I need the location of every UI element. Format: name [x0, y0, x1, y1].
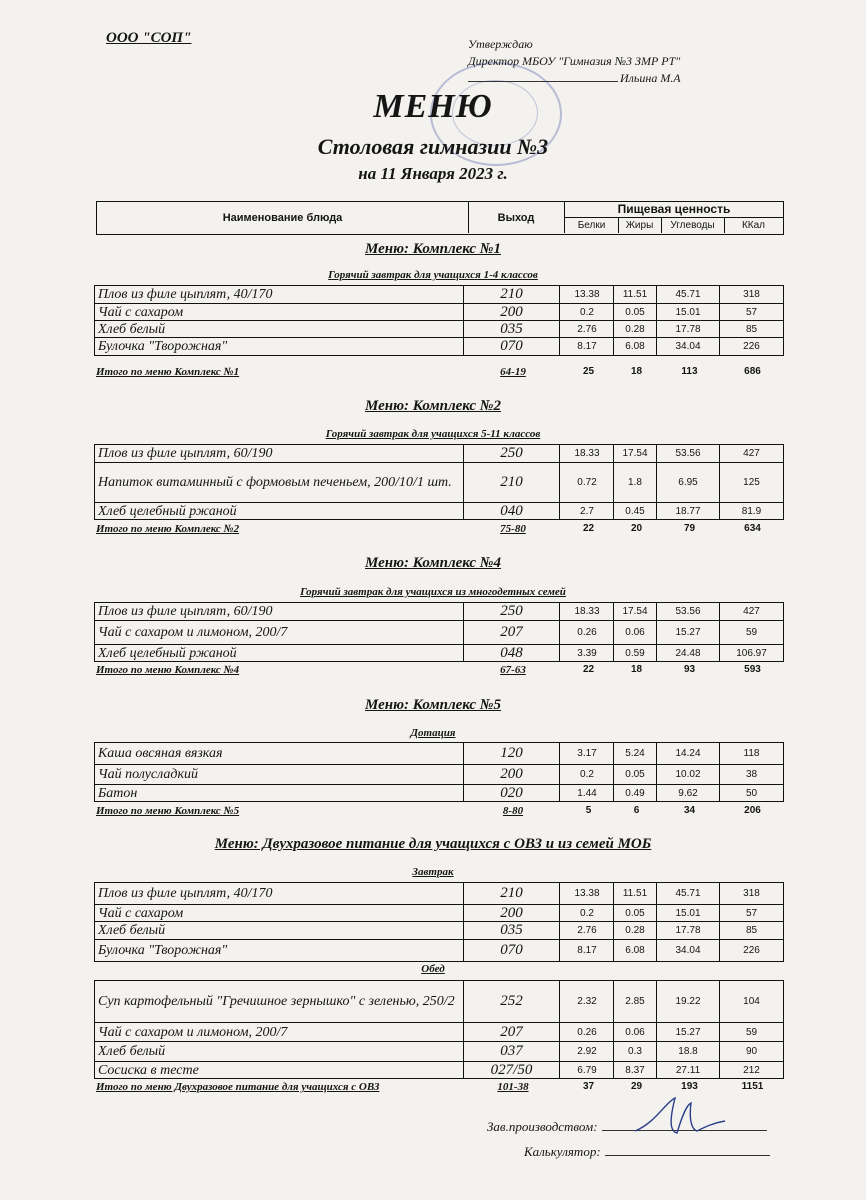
dish-name: Плов из филе цыплят, 60/190	[95, 603, 464, 620]
dish-fats: 1.8	[614, 463, 657, 502]
dish-proteins: 2.32	[561, 981, 614, 1022]
menu-section-title: Меню: Комплекс №4	[365, 555, 501, 571]
total-fats: 20	[630, 523, 643, 534]
dish-kcal: 50	[745, 787, 758, 799]
dish-carbs: 45.71	[657, 286, 720, 303]
dish-kcal: 318	[743, 289, 760, 300]
dish-proteins: 13.38	[561, 286, 614, 303]
dish-output: 070	[464, 338, 560, 355]
table-row	[94, 904, 784, 921]
dish-name: Чай с сахаром	[95, 905, 464, 921]
total-fats: 29	[630, 1081, 643, 1092]
approval-block	[468, 36, 681, 87]
dish-output: 207	[464, 621, 560, 644]
total-fats: 18	[630, 664, 643, 675]
total-label: Итого по меню Комплекс №1	[96, 366, 240, 378]
dish-fats: 8.37	[614, 1062, 657, 1078]
dish-proteins: 3.39	[561, 645, 614, 661]
header-fats: Жиры	[618, 218, 662, 233]
dish-carbs: 14.24	[657, 743, 720, 764]
dish-name: Плов из филе цыплят, 60/190	[95, 445, 464, 462]
dish-proteins: 6.79	[561, 1062, 614, 1078]
dish-fats: 0.59	[614, 645, 657, 661]
meal-group-title: Горячий завтрак для учащихся 1-4 классов	[328, 269, 538, 281]
calculator-label: Калькулятор:	[524, 1144, 601, 1159]
table-row	[94, 784, 784, 802]
meal-group-title: Завтрак	[412, 866, 454, 878]
dish-proteins: 2.7	[561, 503, 614, 519]
table-row	[94, 444, 784, 462]
dish-carbs: 53.56	[657, 445, 720, 462]
total-fats: 18	[630, 366, 643, 377]
dish-name: Чай с сахаром	[95, 304, 464, 320]
dish-name: Сосиска в тесте	[95, 1062, 464, 1078]
dish-name: Суп картофельный "Гречишное зернышко" с зеленью, 250/2	[95, 981, 464, 1022]
dish-fats: 11.51	[614, 286, 657, 303]
dish-fats: 0.05	[614, 304, 657, 320]
calculator-signature-line	[605, 1143, 770, 1156]
dish-output: 048	[464, 645, 560, 661]
dish-kcal: 38	[745, 769, 758, 780]
dish-output: 040	[464, 503, 560, 519]
dish-carbs: 6.95	[657, 463, 720, 502]
dish-fats: 0.28	[614, 321, 657, 337]
dish-output: 035	[464, 321, 560, 337]
dish-kcal: 85	[745, 925, 758, 936]
dish-output: 027/50	[464, 1062, 560, 1078]
total-label: Итого по меню Комплекс №4	[96, 664, 240, 676]
total-proteins: 37	[582, 1081, 595, 1092]
dish-proteins: 0.26	[561, 1023, 614, 1041]
header-proteins: Белки	[565, 218, 619, 233]
dish-kcal: 59	[745, 1026, 758, 1038]
dish-output: 035	[464, 922, 560, 939]
total-carbs: 34	[683, 805, 696, 816]
table-row	[94, 764, 784, 784]
total-carbs: 79	[683, 523, 696, 534]
total-carbs: 93	[683, 664, 696, 675]
menu-section-title: Меню: Двухразовое питание для учащихся с ОВЗ и из семей МОБ	[214, 836, 652, 852]
dish-kcal: 104	[743, 996, 760, 1007]
dish-kcal: 212	[743, 1064, 760, 1076]
header-dish-name: Наименование блюда	[97, 202, 469, 233]
page-title: МЕНЮ	[373, 88, 493, 125]
header-nutrition: Пищевая ценность	[565, 202, 783, 218]
total-proteins: 25	[582, 366, 595, 377]
dish-carbs: 15.27	[657, 621, 720, 644]
dish-kcal: 59	[745, 627, 758, 638]
dish-proteins: 13.38	[561, 883, 614, 904]
total-fats: 6	[633, 805, 640, 816]
dish-name: Булочка "Творожная"	[95, 940, 464, 961]
dish-kcal: 85	[745, 323, 758, 335]
dish-fats: 0.45	[614, 503, 657, 519]
dish-kcal: 125	[743, 477, 760, 488]
total-carbs: 113	[681, 366, 698, 377]
table-row	[94, 1041, 784, 1061]
dish-carbs: 17.78	[657, 321, 720, 337]
dish-proteins: 0.2	[561, 905, 614, 921]
menu-total-row	[96, 523, 784, 537]
header-output: Выход	[468, 202, 565, 233]
dish-carbs: 18.8	[657, 1042, 720, 1061]
dish-carbs: 19.22	[657, 981, 720, 1022]
dish-proteins: 2.92	[561, 1042, 614, 1061]
dish-kcal: 226	[743, 341, 760, 352]
dish-fats: 0.05	[614, 905, 657, 921]
menu-section-title: Меню: Комплекс №5	[365, 697, 501, 713]
approve-name: Ильина М.А	[620, 71, 681, 85]
approve-position: Директор МБОУ "Гимназия №3 ЗМР РТ"	[468, 54, 681, 68]
dish-name: Чай с сахаром и лимоном, 200/7	[95, 1023, 464, 1041]
dish-output: 207	[464, 1023, 560, 1041]
table-row	[94, 285, 784, 303]
dish-carbs: 27.11	[657, 1062, 720, 1078]
total-kcal: 634	[744, 523, 761, 534]
dish-fats: 0.49	[614, 785, 657, 801]
menu-total-row	[96, 366, 784, 380]
dish-carbs: 18.77	[657, 503, 720, 519]
dish-carbs: 24.48	[657, 645, 720, 661]
dish-name: Батон	[95, 785, 464, 801]
dish-carbs: 15.01	[657, 304, 720, 320]
total-output: 8-80	[502, 805, 524, 817]
total-proteins: 5	[585, 805, 592, 816]
table-row	[94, 620, 784, 644]
dish-output: 210	[464, 883, 560, 904]
dish-name: Хлеб целебный ржаной	[95, 645, 464, 661]
dish-fats: 11.51	[614, 883, 657, 904]
table-row	[94, 303, 784, 320]
dish-kcal: 57	[745, 907, 758, 919]
table-row	[94, 980, 784, 1022]
dish-kcal: 226	[743, 945, 760, 956]
table-row	[94, 882, 784, 904]
dish-proteins: 8.17	[561, 940, 614, 961]
dish-name: Хлеб белый	[95, 922, 464, 939]
dish-output: 200	[464, 765, 560, 784]
dish-kcal: 118	[743, 748, 760, 759]
dish-kcal: 106.97	[736, 647, 767, 659]
table-row	[94, 939, 784, 962]
total-label: Итого по меню Двухразовое питание для учащихся с ОВЗ	[96, 1081, 380, 1093]
meal-group-title: Обед	[421, 963, 445, 975]
dish-carbs: 34.04	[657, 940, 720, 961]
dish-output: 120	[464, 743, 560, 764]
total-label: Итого по меню Комплекс №5	[96, 805, 240, 817]
dish-proteins: 1.44	[561, 785, 614, 801]
total-kcal: 593	[744, 664, 761, 675]
organization-name: ООО "СОП"	[106, 30, 192, 46]
meal-group-title: Дотация	[410, 727, 456, 739]
table-row	[94, 602, 784, 620]
dish-carbs: 15.27	[657, 1023, 720, 1041]
dish-output: 020	[464, 785, 560, 801]
dish-proteins: 0.2	[561, 765, 614, 784]
dish-proteins: 18.33	[561, 445, 614, 462]
dish-fats: 0.05	[614, 765, 657, 784]
total-label: Итого по меню Комплекс №2	[96, 523, 240, 535]
dish-name: Напиток витаминный с формовым печеньем, 200/10/1 шт.	[95, 463, 464, 502]
dish-proteins: 8.17	[561, 338, 614, 355]
page-subtitle: Столовая гимназии №3	[317, 134, 549, 159]
dish-name: Плов из филе цыплят, 40/170	[95, 286, 464, 303]
table-row	[94, 1061, 784, 1079]
dish-name: Плов из филе цыплят, 40/170	[95, 883, 464, 904]
dish-fats: 5.24	[614, 743, 657, 764]
dish-fats: 2.85	[614, 981, 657, 1022]
dish-carbs: 10.02	[657, 765, 720, 784]
dish-name: Хлеб белый	[95, 1042, 464, 1061]
dish-name: Чай с сахаром и лимоном, 200/7	[95, 621, 464, 644]
dish-fats: 6.08	[614, 940, 657, 961]
dish-carbs: 9.62	[657, 785, 720, 801]
dish-fats: 17.54	[614, 445, 657, 462]
menu-section-title: Меню: Комплекс №2	[365, 398, 501, 414]
dish-proteins: 0.72	[561, 463, 614, 502]
approve-word: Утверждаю	[468, 37, 533, 51]
dish-fats: 0.06	[614, 1023, 657, 1041]
header-kcal: ККал	[741, 220, 766, 231]
menu-total-row	[96, 805, 784, 819]
dish-fats: 6.08	[614, 338, 657, 355]
dish-proteins: 2.76	[561, 922, 614, 939]
dish-output: 037	[464, 1042, 560, 1061]
total-output: 64-19	[500, 366, 526, 378]
dish-kcal: 318	[743, 888, 760, 899]
dish-kcal: 427	[743, 606, 760, 617]
menu-total-row	[96, 664, 784, 678]
dish-name: Каша овсяная вязкая	[95, 743, 464, 764]
menu-section-title: Меню: Комплекс №1	[365, 241, 501, 257]
total-output: 67-63	[500, 664, 526, 676]
dish-output: 250	[464, 603, 560, 620]
dish-output: 200	[464, 304, 560, 320]
dish-output: 200	[464, 905, 560, 921]
table-header	[96, 201, 784, 235]
dish-fats: 0.28	[614, 922, 657, 939]
dish-proteins: 2.76	[561, 321, 614, 337]
dish-carbs: 53.56	[657, 603, 720, 620]
dish-name: Хлеб целебный ржаной	[95, 503, 464, 519]
total-output: 75-80	[500, 523, 526, 535]
dish-output: 250	[464, 445, 560, 462]
dish-proteins: 3.17	[561, 743, 614, 764]
total-proteins: 22	[582, 664, 595, 675]
dish-kcal: 90	[745, 1046, 758, 1057]
calculator-line	[524, 1143, 770, 1160]
total-kcal: 1151	[741, 1081, 764, 1092]
table-row	[94, 337, 784, 356]
meal-group-title: Горячий завтрак для учащихся 5-11 классов	[325, 428, 541, 440]
dish-name: Булочка "Творожная"	[95, 338, 464, 355]
dish-fats: 0.06	[614, 621, 657, 644]
dish-carbs: 15.01	[657, 905, 720, 921]
dish-output: 210	[464, 286, 560, 303]
dish-proteins: 0.2	[561, 304, 614, 320]
total-proteins: 22	[582, 523, 595, 534]
table-row	[94, 742, 784, 764]
menu-date: на 11 Января 2023 г.	[358, 164, 508, 183]
approve-signature-line	[468, 81, 618, 82]
table-row	[94, 644, 784, 662]
meal-group-title: Горячий завтрак для учащихся из многодетных семей	[300, 586, 566, 598]
dish-carbs: 34.04	[657, 338, 720, 355]
table-row	[94, 921, 784, 939]
dish-output: 070	[464, 940, 560, 961]
dish-fats: 0.3	[614, 1042, 657, 1061]
dish-output: 252	[464, 981, 560, 1022]
dish-carbs: 45.71	[657, 883, 720, 904]
dish-fats: 17.54	[614, 603, 657, 620]
dish-carbs: 17.78	[657, 922, 720, 939]
total-output: 101-38	[497, 1081, 529, 1093]
dish-name: Чай полусладкий	[95, 765, 464, 784]
dish-name: Хлеб белый	[95, 321, 464, 337]
table-row	[94, 462, 784, 502]
table-row	[94, 320, 784, 337]
dish-kcal: 81.9	[741, 505, 762, 517]
dish-proteins: 18.33	[561, 603, 614, 620]
dish-proteins: 0.26	[561, 621, 614, 644]
dish-output: 210	[464, 463, 560, 502]
table-row	[94, 1022, 784, 1041]
signature-icon	[625, 1093, 735, 1143]
dish-kcal: 57	[745, 306, 758, 318]
production-label: Зав.производством:	[487, 1119, 598, 1134]
total-kcal: 686	[744, 366, 761, 377]
total-kcal: 206	[744, 805, 761, 816]
header-carbs: Углеводы	[661, 218, 725, 233]
table-row	[94, 502, 784, 520]
total-carbs: 193	[681, 1081, 698, 1092]
dish-kcal: 427	[743, 448, 760, 459]
